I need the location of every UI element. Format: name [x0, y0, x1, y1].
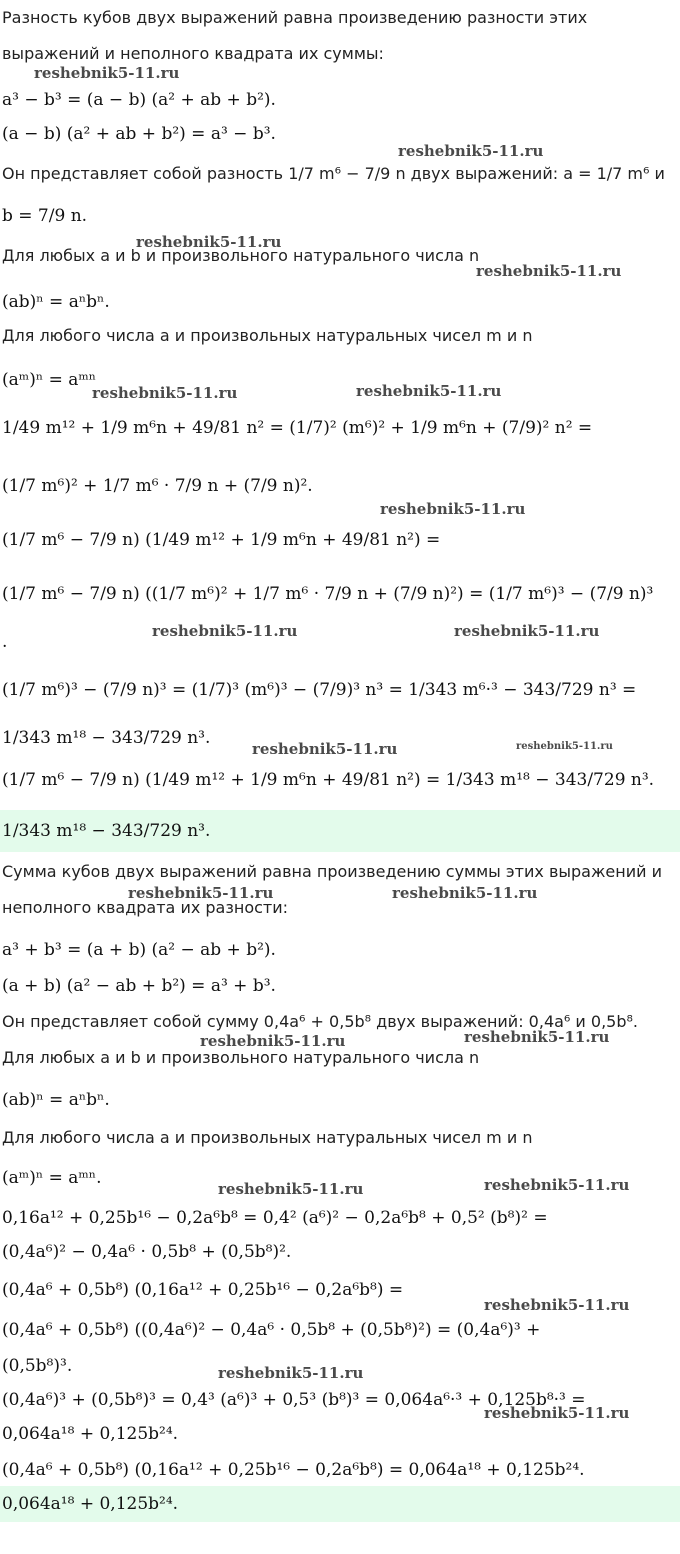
part2-eq1b: (0,4a⁶)² − 0,4a⁶ · 0,5b⁸ + (0,5b⁸)².: [2, 1242, 292, 1262]
part1-rule-pow-text: Для любых a и b и произвольного натурального числа n: [2, 246, 480, 265]
part2-answer: 0,064a¹⁸ + 0,125b²⁴.: [2, 1494, 179, 1514]
part1-line-b: b = 7/9 n.: [2, 206, 88, 226]
part2-eq3b: 0,064a¹⁸ + 0,125b²⁴.: [2, 1424, 179, 1444]
part2-eq2c: (0,5b⁸)³.: [2, 1356, 73, 1376]
part1-rule-pow: (ab)ⁿ = aⁿbⁿ.: [2, 292, 110, 312]
watermark: reshebnik5-11.ru: [356, 382, 502, 400]
part2-rule-pow-text: Для любых a и b и произвольного натурального числа n: [2, 1048, 480, 1067]
part2-intro-line1: Сумма кубов двух выражений равна произведению суммы этих выражений и: [2, 862, 662, 881]
watermark: reshebnik5-11.ru: [218, 1180, 364, 1198]
part2-rule-pow2: (aᵐ)ⁿ = aᵐⁿ.: [2, 1168, 102, 1188]
part2-formula1: a³ + b³ = (a + b) (a² − ab + b²).: [2, 940, 276, 960]
part2-eq2a: (0,4a⁶ + 0,5b⁸) (0,16a¹² + 0,25b¹⁶ − 0,2a⁶b⁸) =: [2, 1280, 404, 1300]
part1-eq1a: 1/49 m¹² + 1/9 m⁶n + 49/81 n² = (1/7)² (m⁶)² + 1/9 m⁶n + (7/9)² n² =: [2, 418, 593, 438]
watermark: reshebnik5-11.ru: [476, 262, 622, 280]
watermark: reshebnik5-11.ru: [398, 142, 544, 160]
watermark: reshebnik5-11.ru: [484, 1176, 630, 1194]
watermark: reshebnik5-11.ru: [464, 1028, 610, 1046]
watermark: reshebnik5-11.ru: [218, 1364, 364, 1382]
part2-eq2b: (0,4a⁶ + 0,5b⁸) ((0,4a⁶)² − 0,4a⁶ · 0,5b⁸ + (0,5b⁸)²) = (0,4a⁶)³ +: [2, 1320, 541, 1340]
watermark: reshebnik5-11.ru: [392, 884, 538, 902]
watermark: reshebnik5-11.ru: [92, 384, 238, 402]
part1-eq3a: (1/7 m⁶)³ − (7/9 n)³ = (1/7)³ (m⁶)³ − (7/9)³ n³ = 1/343 m⁶·³ − 343/729 n³ =: [2, 680, 637, 700]
part2-formula2: (a + b) (a² − ab + b²) = a³ + b³.: [2, 976, 276, 996]
watermark: reshebnik5-11.ru: [34, 64, 180, 82]
watermark: reshebnik5-11.ru: [136, 233, 282, 251]
part1-eq4: (1/7 m⁶ − 7/9 n) (1/49 m¹² + 1/9 m⁶n + 49/81 n²) = 1/343 m¹⁸ − 343/729 n³.: [2, 770, 655, 790]
watermark: reshebnik5-11.ru: [380, 500, 526, 518]
part1-rule-pow2-text: Для любого числа a и произвольных натуральных чисел m и n: [2, 326, 533, 345]
part2-eq1a: 0,16a¹² + 0,25b¹⁶ − 0,2a⁶b⁸ = 0,4² (a⁶)² − 0,2a⁶b⁸ + 0,5² (b⁸)² =: [2, 1208, 548, 1228]
part2-rule-pow2-text: Для любого числа a и произвольных натуральных чисел m и n: [2, 1128, 533, 1147]
watermark: reshebnik5-11.ru: [128, 884, 274, 902]
part1-line-diff: Он представляет собой разность 1/7 m⁶ − 7/9 n двух выражений: a = 1/7 m⁶ и: [2, 164, 665, 183]
part1-answer: 1/343 m¹⁸ − 343/729 n³.: [2, 821, 211, 841]
part1-eq2b: (1/7 m⁶ − 7/9 n) ((1/7 m⁶)² + 1/7 m⁶ · 7/9 n + (7/9 n)²) = (1/7 m⁶)³ − (7/9 n)³: [2, 584, 654, 604]
watermark: reshebnik5-11.ru: [454, 622, 600, 640]
part1-eq3b: 1/343 m¹⁸ − 343/729 n³.: [2, 728, 211, 748]
watermark: reshebnik5-11.ru: [200, 1032, 346, 1050]
part2-intro-line2: неполного квадрата их разности:: [2, 898, 289, 917]
part1-eq2a: (1/7 m⁶ − 7/9 n) (1/49 m¹² + 1/9 m⁶n + 49/81 n²) =: [2, 530, 441, 550]
part1-eq1b: (1/7 m⁶)² + 1/7 m⁶ · 7/9 n + (7/9 n)².: [2, 476, 313, 496]
watermark: reshebnik5-11.ru: [252, 740, 398, 758]
watermark: reshebnik5-11.ru: [516, 741, 613, 752]
watermark: reshebnik5-11.ru: [152, 622, 298, 640]
watermark: reshebnik5-11.ru: [484, 1296, 630, 1314]
part1-formula2: (a − b) (a² + ab + b²) = a³ − b³.: [2, 124, 276, 144]
part2-eq4: (0,4a⁶ + 0,5b⁸) (0,16a¹² + 0,25b¹⁶ − 0,2a⁶b⁸) = 0,064a¹⁸ + 0,125b²⁴.: [2, 1460, 585, 1480]
watermark: reshebnik5-11.ru: [484, 1404, 630, 1422]
part1-intro-line2: выражений и неполного квадрата их суммы:: [2, 44, 384, 63]
part2-rule-pow: (ab)ⁿ = aⁿbⁿ.: [2, 1090, 110, 1110]
part2-line-sum: Он представляет собой сумму 0,4a⁶ + 0,5b⁸ двух выражений: 0,4a⁶ и 0,5b⁸.: [2, 1012, 639, 1031]
part2-eq3a: (0,4a⁶)³ + (0,5b⁸)³ = 0,4³ (a⁶)³ + 0,5³ (b⁸)³ = 0,064a⁶·³ + 0,125b⁸·³ =: [2, 1390, 586, 1410]
part1-rule-pow2: (aᵐ)ⁿ = aᵐⁿ: [2, 370, 97, 390]
part1-formula1: a³ − b³ = (a − b) (a² + ab + b²).: [2, 90, 276, 110]
part1-dot: .: [2, 632, 8, 652]
part1-intro-line1: Разность кубов двух выражений равна произведению разности этих: [2, 8, 588, 27]
